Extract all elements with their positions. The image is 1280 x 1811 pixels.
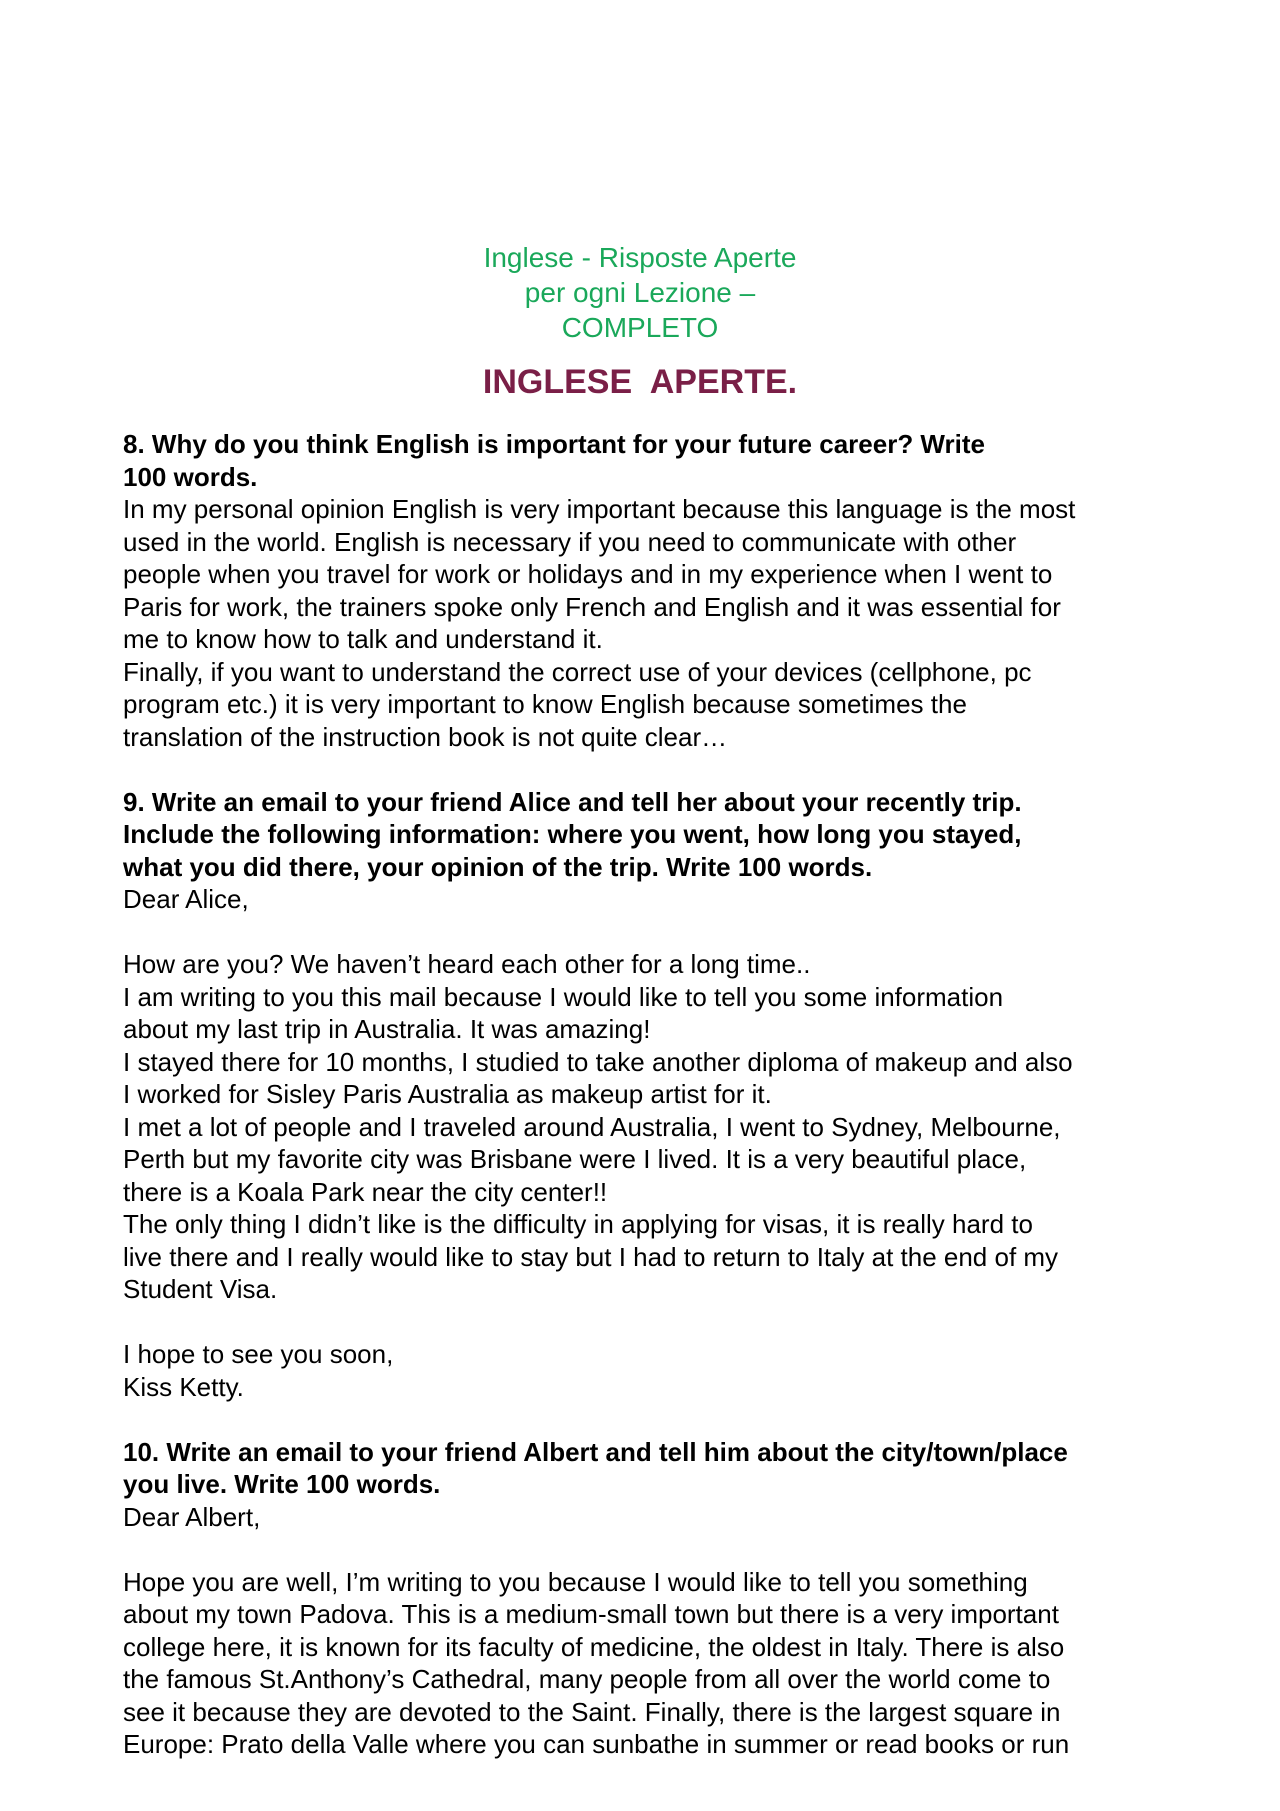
- question-section: [123, 786, 1173, 1436]
- answer-line: Dear Albert,: [123, 1501, 261, 1532]
- header-subtitle-line-2: per ogni Lezione –: [524, 277, 756, 308]
- question-line: 100 words.: [123, 461, 258, 492]
- question-line: 10. Write an email to your friend Albert and tell him about the city/town/place: [123, 1436, 1068, 1467]
- answer-line: Perth but my favorite city was Brisbane were I lived. It is a very beautiful place,: [123, 1144, 1027, 1174]
- question-section: [123, 1436, 1173, 1761]
- question-line: Include the following information: where you went, how long you stayed,: [123, 819, 1022, 849]
- answer-line: The only thing I didn’t like is the difficulty in applying for visas, it is really hard to: [123, 1209, 1033, 1239]
- answer-line: used in the world. English is necessary if you need to communicate with other: [123, 526, 1017, 557]
- answer-line: Finally, if you want to understand the correct use of your devices (cellphone, pc: [123, 656, 1032, 687]
- section-spacer: [123, 753, 1173, 786]
- answer-line: Student Visa.: [123, 1274, 278, 1304]
- answer-line: there is a Koala Park near the city center!!: [123, 1176, 608, 1207]
- answer-line: I stayed there for 10 months, I studied to take another diploma of makeup and also: [123, 1046, 1073, 1077]
- answer-line: Hope you are well, I’m writing to you because I would like to tell you something: [123, 1566, 1028, 1597]
- question-line: 8. Why do you think English is important for your future career? Write: [123, 429, 985, 459]
- question-heading: [123, 786, 1173, 884]
- answer-line: people when you travel for work or holidays and in my experience when I went to: [123, 559, 1053, 589]
- answer-line: I hope to see you soon,: [123, 1339, 394, 1369]
- answer-line: see it because they are devoted to the Saint. Finally, there is the largest square in: [123, 1696, 1061, 1727]
- answer-line: about my town Padova. This is a medium-small town but there is a very important: [123, 1599, 1059, 1629]
- blank-line: [123, 916, 1173, 949]
- answer-text: [123, 1501, 1173, 1761]
- page-title: INGLESE APERTE.: [482, 363, 798, 401]
- document-body: [123, 428, 1173, 1761]
- blank-line: [123, 1533, 1173, 1566]
- blank-line: [123, 1306, 1173, 1339]
- answer-line: college here, it is known for its faculty of medicine, the oldest in Italy. There is also: [123, 1631, 1065, 1662]
- header-subtitle-line-1: Inglese - Risposte Aperte: [483, 242, 797, 273]
- question-heading: [123, 428, 1173, 493]
- answer-line: How are you? We haven’t heard each other for a long time..: [123, 949, 811, 979]
- answer-line: I met a lot of people and I traveled around Australia, I went to Sydney, Melbourne,: [123, 1111, 1061, 1142]
- question-section: [123, 428, 1173, 786]
- answer-line: In my personal opinion English is very important because this language is the most: [123, 494, 1076, 524]
- answer-line: I am writing to you this mail because I would like to tell you some information: [123, 981, 1004, 1012]
- answer-line: Europe: Prato della Valle where you can sunbathe in summer or read books or run: [123, 1729, 1070, 1759]
- answer-line: about my last trip in Australia. It was amazing!: [123, 1014, 651, 1044]
- question-line: what you did there, your opinion of the trip. Write 100 words.: [123, 851, 873, 882]
- answer-line: live there and I really would like to stay but I had to return to Italy at the end of my: [123, 1241, 1059, 1272]
- header-subtitle-line-3: COMPLETO: [561, 312, 719, 343]
- answer-line: program etc.) it is very important to know English because sometimes the: [123, 689, 967, 719]
- answer-text: [123, 493, 1173, 753]
- answer-line: me to know how to talk and understand it.: [123, 624, 603, 654]
- answer-line: Kiss Ketty.: [123, 1371, 244, 1402]
- answer-text: [123, 883, 1173, 1403]
- answer-line: Dear Alice,: [123, 884, 249, 914]
- question-line: you live. Write 100 words.: [123, 1469, 441, 1499]
- section-spacer: [123, 1403, 1173, 1436]
- answer-line: the famous St.Anthony’s Cathedral, many people from all over the world come to: [123, 1664, 1051, 1694]
- answer-line: Paris for work, the trainers spoke only French and English and it was essential for: [123, 591, 1061, 622]
- question-line: 9. Write an email to your friend Alice and tell her about your recently trip.: [123, 786, 1022, 817]
- answer-line: translation of the instruction book is not quite clear…: [123, 721, 728, 752]
- document-header: [0, 240, 1280, 402]
- answer-line: I worked for Sisley Paris Australia as makeup artist for it.: [123, 1079, 772, 1109]
- question-heading: [123, 1436, 1173, 1501]
